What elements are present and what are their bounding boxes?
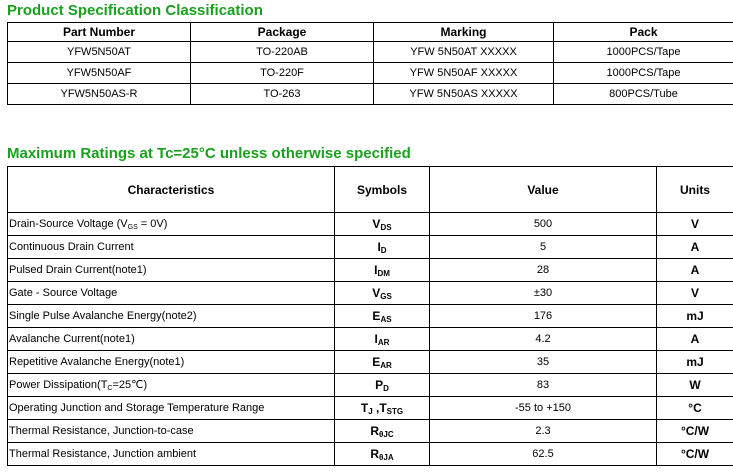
table-row: [8, 259, 733, 282]
ratings-header-row: [8, 167, 733, 213]
characteristic-text: Gate - Source Voltage: [9, 287, 118, 299]
characteristic-text: Drain-Source Voltage (V: [9, 217, 128, 230]
symbol-text: E: [372, 308, 381, 323]
symbol-cell: [335, 236, 430, 259]
symbol-text: I: [374, 262, 378, 277]
part-number-cell: YFW5N50AF: [8, 63, 191, 84]
marking-cell: YFW 5N50AF XXXXX: [374, 63, 554, 84]
symbol-cell: [335, 374, 430, 397]
value-cell: 62.5: [430, 443, 657, 466]
symbol-text: I: [377, 239, 381, 254]
symbol-cell: [335, 282, 430, 305]
table-row: [8, 305, 733, 328]
header-part-number: Part Number: [8, 23, 191, 42]
symbol-subscript: GS: [380, 291, 392, 301]
symbol-cell: [335, 328, 430, 351]
characteristic-tail: = 0V): [137, 217, 168, 230]
characteristic-cell: [8, 443, 335, 466]
header-characteristics: Characteristics: [8, 167, 335, 213]
symbol-cell: [335, 397, 430, 420]
table-row: [8, 42, 733, 63]
characteristic-text: Thermal Resistance, Junction-to-case: [9, 425, 194, 437]
ratings-section-title: Maximum Ratings at Tc=25°C unless otherwise specified: [7, 145, 411, 162]
characteristic-cell: [8, 397, 335, 420]
value-cell: -55 to +150: [430, 397, 657, 420]
symbol-text: E: [372, 354, 381, 369]
marking-cell: YFW 5N50AS XXXXX: [374, 84, 554, 105]
value-cell: 500: [430, 213, 657, 236]
ratings-table: [7, 166, 733, 466]
header-pack: Pack: [554, 23, 733, 42]
symbol-cell: [335, 213, 430, 236]
symbol-text: R: [370, 446, 380, 461]
symbol-text: P: [375, 377, 384, 392]
table-row: [8, 213, 733, 236]
unit-cell: °C/W: [657, 443, 733, 466]
table-row: [8, 374, 733, 397]
header-package: Package: [191, 23, 374, 42]
unit-cell: A: [657, 236, 733, 259]
value-cell: 4.2: [430, 328, 657, 351]
characteristic-cell: [8, 259, 335, 282]
symbol-cell: [335, 351, 430, 374]
characteristic-cell: [8, 236, 335, 259]
symbol-text: T: [360, 400, 369, 415]
characteristic-text: Single Pulse Avalanche Energy(note2): [9, 310, 197, 322]
table-row: [8, 420, 733, 443]
unit-cell: A: [657, 328, 733, 351]
value-cell: 35: [430, 351, 657, 374]
symbol-subscript: AR: [380, 360, 392, 370]
symbol-cell: [335, 443, 430, 466]
characteristic-text: Avalanche Current(note1): [9, 333, 135, 345]
unit-cell: W: [657, 374, 733, 397]
characteristic-cell: [8, 305, 335, 328]
table-row: [8, 63, 733, 84]
unit-cell: mJ: [657, 305, 733, 328]
symbol-text: V: [372, 285, 381, 300]
symbol-subscript: AR: [377, 337, 390, 347]
header-value: Value: [430, 167, 657, 213]
symbol-text: I: [374, 331, 378, 346]
spec-header-row: [8, 23, 733, 42]
table-row: [8, 282, 733, 305]
table-row: [8, 443, 733, 466]
characteristic-cell: [8, 374, 335, 397]
table-row: [8, 236, 733, 259]
table-row: [8, 351, 733, 374]
symbol-text: R: [370, 423, 380, 438]
symbol-subscript: DM: [377, 268, 390, 278]
symbol-cell: [335, 259, 430, 282]
symbol-subscript: J: [368, 406, 373, 416]
symbol-subscript: D: [383, 383, 389, 393]
spec-section-title: Product Specification Classification: [7, 2, 263, 19]
symbol-subscript: θJC: [379, 429, 394, 439]
characteristic-cell: [8, 351, 335, 374]
characteristic-text: Power Dissipation(T: [9, 379, 108, 391]
symbol-cell: [335, 420, 430, 443]
symbol-subscript: D: [380, 245, 387, 255]
symbol-text: V: [372, 216, 381, 231]
package-cell: TO-220AB: [191, 42, 374, 63]
characteristic-text: Operating Junction and Storage Temperature Range: [9, 402, 265, 414]
table-row: [8, 397, 733, 420]
unit-cell: V: [657, 282, 733, 305]
ratings-body: [8, 213, 733, 466]
characteristic-text: Pulsed Drain Current(note1): [9, 264, 147, 276]
unit-cell: A: [657, 259, 733, 282]
value-cell: 5: [430, 236, 657, 259]
value-cell: 28: [430, 259, 657, 282]
symbol-subscript: DS: [380, 222, 392, 232]
spec-table: [7, 22, 733, 105]
characteristic-cell: [8, 420, 335, 443]
unit-cell: °C: [657, 397, 733, 420]
symbol-subscript: θJA: [379, 452, 394, 462]
pack-cell: 1000PCS/Tape: [554, 63, 733, 84]
table-row: [8, 328, 733, 351]
value-cell: 2.3: [430, 420, 657, 443]
value-cell: 83: [430, 374, 657, 397]
value-cell: ±30: [430, 282, 657, 305]
header-symbols: Symbols: [335, 167, 430, 213]
characteristic-text: Thermal Resistance, Junction ambient: [9, 448, 197, 460]
package-cell: TO-263: [191, 84, 374, 105]
unit-cell: mJ: [657, 351, 733, 374]
characteristic-cell: [8, 213, 335, 236]
unit-cell: °C/W: [657, 420, 733, 443]
part-number-cell: YFW5N50AS-R: [8, 84, 191, 105]
marking-cell: YFW 5N50AT XXXXX: [374, 42, 554, 63]
package-cell: TO-220F: [191, 63, 374, 84]
characteristic-text: Repetitive Avalanche Energy(note1): [9, 356, 185, 368]
characteristic-text: Continuous Drain Current: [9, 241, 134, 253]
symbol-mid: ,T: [372, 400, 387, 415]
characteristic-subscript: GS: [127, 223, 138, 231]
symbol-subscript-2: STG: [386, 406, 404, 416]
part-number-cell: YFW5N50AT: [8, 42, 191, 63]
characteristic-cell: [8, 282, 335, 305]
characteristic-tail: =25℃): [112, 379, 148, 391]
pack-cell: 800PCS/Tube: [554, 84, 733, 105]
symbol-cell: [335, 305, 430, 328]
unit-cell: V: [657, 213, 733, 236]
symbol-subscript: AS: [380, 314, 392, 324]
characteristic-subscript: C: [107, 385, 113, 392]
table-row: [8, 84, 733, 105]
header-units: Units: [657, 167, 733, 213]
header-marking: Marking: [374, 23, 554, 42]
characteristic-cell: [8, 328, 335, 351]
pack-cell: 1000PCS/Tape: [554, 42, 733, 63]
value-cell: 176: [430, 305, 657, 328]
